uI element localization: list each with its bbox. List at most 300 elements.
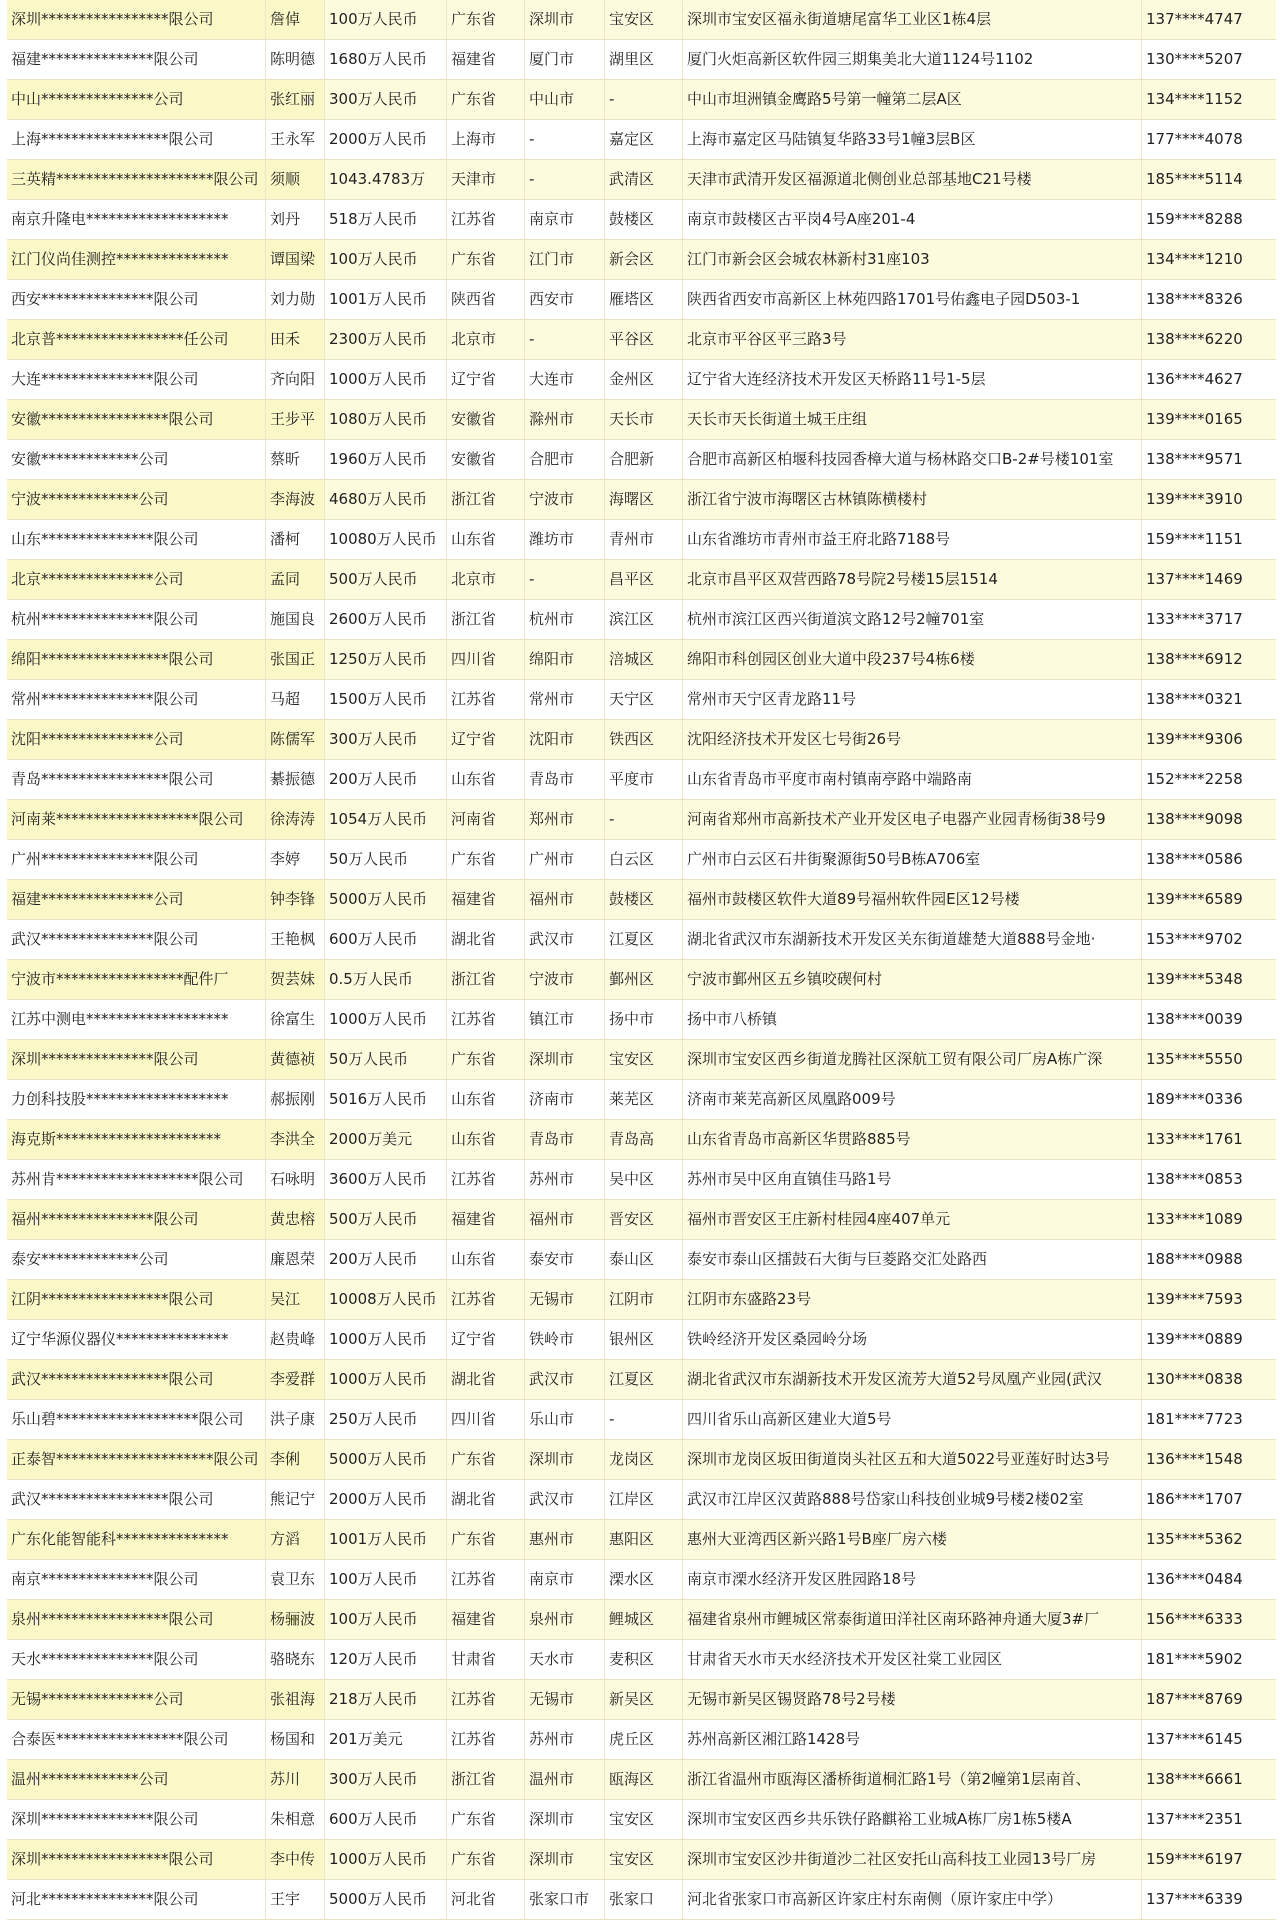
- district-cell: 海曙区: [605, 480, 683, 520]
- address-cell: 天津市武清开发区福源道北侧创业总部基地C21号楼: [683, 160, 1142, 200]
- contact-person-cell: 张红丽: [266, 80, 325, 120]
- table-row: [7, 920, 1276, 960]
- province-cell: 广东省: [447, 0, 525, 40]
- table-row: [7, 1720, 1276, 1760]
- city-cell: 深圳市: [525, 1440, 605, 1480]
- company-name-cell: 大连***************限公司: [7, 360, 266, 400]
- phone-cell: 138****0321: [1142, 680, 1277, 720]
- district-cell: 涪城区: [605, 640, 683, 680]
- table-row: [7, 1840, 1276, 1880]
- contact-person-cell: 熊记宁: [266, 1480, 325, 1520]
- table-row: [7, 0, 1276, 40]
- province-cell: 山东省: [447, 760, 525, 800]
- address-cell: 山东省青岛市平度市南村镇南亭路中端路南: [683, 760, 1142, 800]
- company-name-cell: 北京***************公司: [7, 560, 266, 600]
- contact-person-cell: 吴江: [266, 1280, 325, 1320]
- registered-capital-cell: 1000万人民币: [325, 1360, 447, 1400]
- province-cell: 四川省: [447, 640, 525, 680]
- district-cell: -: [605, 800, 683, 840]
- company-name-cell: 安徽*************公司: [7, 440, 266, 480]
- province-cell: 湖北省: [447, 1360, 525, 1400]
- registered-capital-cell: 2000万人民币: [325, 1480, 447, 1520]
- province-cell: 辽宁省: [447, 360, 525, 400]
- table-row: [7, 80, 1276, 120]
- province-cell: 广东省: [447, 1840, 525, 1880]
- address-cell: 陕西省西安市高新区上林苑四路1701号佑鑫电子园D503-1: [683, 280, 1142, 320]
- registered-capital-cell: 100万人民币: [325, 1600, 447, 1640]
- table-row: [7, 1200, 1276, 1240]
- table-row: [7, 40, 1276, 80]
- registered-capital-cell: 500万人民币: [325, 560, 447, 600]
- phone-cell: 185****5114: [1142, 160, 1277, 200]
- address-cell: 河南省郑州市高新技术产业开发区电子电器产业园青杨街38号9: [683, 800, 1142, 840]
- table-row: [7, 1320, 1276, 1360]
- contact-person-cell: 廉恩荣: [266, 1240, 325, 1280]
- contact-person-cell: 綦振德: [266, 760, 325, 800]
- province-cell: 上海市: [447, 120, 525, 160]
- contact-person-cell: 贺芸妹: [266, 960, 325, 1000]
- company-name-cell: 上海*****************限公司: [7, 120, 266, 160]
- city-cell: 苏州市: [525, 1720, 605, 1760]
- phone-cell: 187****8769: [1142, 1680, 1277, 1720]
- address-cell: 广州市白云区石井街聚源街50号B栋A706室: [683, 840, 1142, 880]
- phone-cell: 139****3910: [1142, 480, 1277, 520]
- province-cell: 福建省: [447, 880, 525, 920]
- address-cell: 上海市嘉定区马陆镇复华路33号1幢3层B区: [683, 120, 1142, 160]
- district-cell: 新吴区: [605, 1680, 683, 1720]
- address-cell: 湖北省武汉市东湖新技术开发区流芳大道52号凤凰产业园(武汉: [683, 1360, 1142, 1400]
- company-table: [7, 0, 1276, 1920]
- table-row: [7, 200, 1276, 240]
- district-cell: -: [605, 80, 683, 120]
- registered-capital-cell: 300万人民币: [325, 720, 447, 760]
- contact-person-cell: 李中传: [266, 1840, 325, 1880]
- district-cell: 溧水区: [605, 1560, 683, 1600]
- address-cell: 绵阳市科创园区创业大道中段237号4栋6楼: [683, 640, 1142, 680]
- city-cell: 温州市: [525, 1760, 605, 1800]
- province-cell: 江苏省: [447, 1560, 525, 1600]
- district-cell: 鄞州区: [605, 960, 683, 1000]
- province-cell: 湖北省: [447, 1480, 525, 1520]
- company-name-cell: 中山***************公司: [7, 80, 266, 120]
- registered-capital-cell: 218万人民币: [325, 1680, 447, 1720]
- company-name-cell: 山东***************限公司: [7, 520, 266, 560]
- table-row: [7, 520, 1276, 560]
- address-cell: 福州市晋安区王庄新村桂园4座407单元: [683, 1200, 1142, 1240]
- contact-person-cell: 田禾: [266, 320, 325, 360]
- table-row: [7, 120, 1276, 160]
- city-cell: 福州市: [525, 1200, 605, 1240]
- district-cell: 平度市: [605, 760, 683, 800]
- city-cell: 乐山市: [525, 1400, 605, 1440]
- district-cell: 宝安区: [605, 0, 683, 40]
- province-cell: 北京市: [447, 320, 525, 360]
- address-cell: 合肥市高新区柏堰科技园香樟大道与杨林路交口B-2#号楼101室: [683, 440, 1142, 480]
- city-cell: 杭州市: [525, 600, 605, 640]
- district-cell: 金州区: [605, 360, 683, 400]
- district-cell: 青州市: [605, 520, 683, 560]
- company-name-cell: 河南莱*******************限公司: [7, 800, 266, 840]
- phone-cell: 159****6197: [1142, 1840, 1277, 1880]
- phone-cell: 137****4747: [1142, 0, 1277, 40]
- table-row: [7, 1080, 1276, 1120]
- district-cell: 武清区: [605, 160, 683, 200]
- phone-cell: 133****1089: [1142, 1200, 1277, 1240]
- company-name-cell: 青岛*****************限公司: [7, 760, 266, 800]
- district-cell: 扬中市: [605, 1000, 683, 1040]
- district-cell: -: [605, 1400, 683, 1440]
- province-cell: 辽宁省: [447, 1320, 525, 1360]
- address-cell: 扬中市八桥镇: [683, 1000, 1142, 1040]
- table-row: [7, 960, 1276, 1000]
- province-cell: 河北省: [447, 1880, 525, 1920]
- phone-cell: 138****6220: [1142, 320, 1277, 360]
- company-name-cell: 西安***************限公司: [7, 280, 266, 320]
- company-name-cell: 河北***************限公司: [7, 1880, 266, 1920]
- address-cell: 厦门火炬高新区软件园三期集美北大道1124号1102: [683, 40, 1142, 80]
- registered-capital-cell: 1250万人民币: [325, 640, 447, 680]
- address-cell: 杭州市滨江区西兴街道滨文路12号2幢701室: [683, 600, 1142, 640]
- contact-person-cell: 潘柯: [266, 520, 325, 560]
- address-cell: 天长市天长街道土城王庄组: [683, 400, 1142, 440]
- phone-cell: 139****6589: [1142, 880, 1277, 920]
- district-cell: 江阴市: [605, 1280, 683, 1320]
- province-cell: 福建省: [447, 40, 525, 80]
- city-cell: 惠州市: [525, 1520, 605, 1560]
- phone-cell: 138****9571: [1142, 440, 1277, 480]
- province-cell: 江苏省: [447, 1720, 525, 1760]
- city-cell: 深圳市: [525, 1840, 605, 1880]
- district-cell: 惠阳区: [605, 1520, 683, 1560]
- table-row: [7, 760, 1276, 800]
- city-cell: -: [525, 320, 605, 360]
- table-row: [7, 1480, 1276, 1520]
- contact-person-cell: 詹倬: [266, 0, 325, 40]
- table-row: [7, 480, 1276, 520]
- province-cell: 福建省: [447, 1600, 525, 1640]
- company-name-cell: 温州*************公司: [7, 1760, 266, 1800]
- city-cell: 滁州市: [525, 400, 605, 440]
- address-cell: 湖北省武汉市东湖新技术开发区关东街道雄楚大道888号金地·: [683, 920, 1142, 960]
- province-cell: 江苏省: [447, 200, 525, 240]
- address-cell: 泰安市泰山区擂鼓石大街与巨菱路交汇处路西: [683, 1240, 1142, 1280]
- company-name-cell: 深圳*****************限公司: [7, 0, 266, 40]
- company-name-cell: 海克斯**********************: [7, 1120, 266, 1160]
- address-cell: 沈阳经济技术开发区七号街26号: [683, 720, 1142, 760]
- table-row: [7, 360, 1276, 400]
- table-row: [7, 1800, 1276, 1840]
- table-row: [7, 800, 1276, 840]
- district-cell: 平谷区: [605, 320, 683, 360]
- company-name-cell: 辽宁华源仪器仪***************: [7, 1320, 266, 1360]
- phone-cell: 137****2351: [1142, 1800, 1277, 1840]
- province-cell: 江苏省: [447, 1280, 525, 1320]
- district-cell: 白云区: [605, 840, 683, 880]
- registered-capital-cell: 1960万人民币: [325, 440, 447, 480]
- company-name-cell: 深圳***************限公司: [7, 1040, 266, 1080]
- city-cell: -: [525, 560, 605, 600]
- district-cell: 天宁区: [605, 680, 683, 720]
- company-name-cell: 力创科技股*******************: [7, 1080, 266, 1120]
- table-row: [7, 880, 1276, 920]
- contact-person-cell: 洪子康: [266, 1400, 325, 1440]
- address-cell: 常州市天宁区青龙路11号: [683, 680, 1142, 720]
- phone-cell: 138****0853: [1142, 1160, 1277, 1200]
- province-cell: 湖北省: [447, 920, 525, 960]
- company-name-cell: 武汉*****************限公司: [7, 1360, 266, 1400]
- phone-cell: 130****5207: [1142, 40, 1277, 80]
- city-cell: 潍坊市: [525, 520, 605, 560]
- phone-cell: 138****0586: [1142, 840, 1277, 880]
- province-cell: 辽宁省: [447, 720, 525, 760]
- province-cell: 广东省: [447, 1040, 525, 1080]
- registered-capital-cell: 1043.4783万: [325, 160, 447, 200]
- registered-capital-cell: 5000万人民币: [325, 1440, 447, 1480]
- province-cell: 安徽省: [447, 440, 525, 480]
- city-cell: 武汉市: [525, 1360, 605, 1400]
- contact-person-cell: 谭国梁: [266, 240, 325, 280]
- table-row: [7, 1120, 1276, 1160]
- contact-person-cell: 徐富生: [266, 1000, 325, 1040]
- city-cell: 青岛市: [525, 1120, 605, 1160]
- table-row: [7, 1640, 1276, 1680]
- province-cell: 江苏省: [447, 1000, 525, 1040]
- address-cell: 无锡市新吴区锡贤路78号2号楼: [683, 1680, 1142, 1720]
- district-cell: 莱芜区: [605, 1080, 683, 1120]
- phone-cell: 135****5550: [1142, 1040, 1277, 1080]
- company-name-cell: 广州***************限公司: [7, 840, 266, 880]
- registered-capital-cell: 1000万人民币: [325, 360, 447, 400]
- address-cell: 辽宁省大连经济技术开发区天桥路11号1-5层: [683, 360, 1142, 400]
- contact-person-cell: 杨国和: [266, 1720, 325, 1760]
- phone-cell: 152****2258: [1142, 760, 1277, 800]
- table-row: [7, 840, 1276, 880]
- district-cell: 江岸区: [605, 1480, 683, 1520]
- phone-cell: 156****6333: [1142, 1600, 1277, 1640]
- phone-cell: 139****7593: [1142, 1280, 1277, 1320]
- company-name-cell: 江门仪尚佳测控***************: [7, 240, 266, 280]
- contact-person-cell: 袁卫东: [266, 1560, 325, 1600]
- phone-cell: 134****1210: [1142, 240, 1277, 280]
- contact-person-cell: 石咏明: [266, 1160, 325, 1200]
- contact-person-cell: 王步平: [266, 400, 325, 440]
- company-name-cell: 合泰医*****************限公司: [7, 1720, 266, 1760]
- province-cell: 江苏省: [447, 1680, 525, 1720]
- company-name-cell: 宁波市*****************配件厂: [7, 960, 266, 1000]
- city-cell: 深圳市: [525, 1040, 605, 1080]
- company-name-cell: 福州***************限公司: [7, 1200, 266, 1240]
- province-cell: 四川省: [447, 1400, 525, 1440]
- address-cell: 苏州高新区湘江路1428号: [683, 1720, 1142, 1760]
- district-cell: 麦积区: [605, 1640, 683, 1680]
- district-cell: 鲤城区: [605, 1600, 683, 1640]
- registered-capital-cell: 1000万人民币: [325, 1840, 447, 1880]
- registered-capital-cell: 0.5万人民币: [325, 960, 447, 1000]
- address-cell: 惠州大亚湾西区新兴路1号B座厂房六楼: [683, 1520, 1142, 1560]
- contact-person-cell: 苏川: [266, 1760, 325, 1800]
- phone-cell: 139****9306: [1142, 720, 1277, 760]
- province-cell: 浙江省: [447, 600, 525, 640]
- province-cell: 甘肃省: [447, 1640, 525, 1680]
- company-table-body: [7, 0, 1276, 1920]
- city-cell: 绵阳市: [525, 640, 605, 680]
- address-cell: 浙江省温州市瓯海区潘桥街道桐汇路1号（第2幢第1层南首、: [683, 1760, 1142, 1800]
- contact-person-cell: 须顺: [266, 160, 325, 200]
- registered-capital-cell: 600万人民币: [325, 1800, 447, 1840]
- phone-cell: 139****0889: [1142, 1320, 1277, 1360]
- city-cell: 武汉市: [525, 920, 605, 960]
- province-cell: 山东省: [447, 1080, 525, 1120]
- contact-person-cell: 黄德祯: [266, 1040, 325, 1080]
- company-name-cell: 泉州*****************限公司: [7, 1600, 266, 1640]
- city-cell: 郑州市: [525, 800, 605, 840]
- district-cell: 鼓楼区: [605, 200, 683, 240]
- address-cell: 南京市鼓楼区古平岗4号A座201-4: [683, 200, 1142, 240]
- table-row: [7, 280, 1276, 320]
- table-row: [7, 560, 1276, 600]
- registered-capital-cell: 10008万人民币: [325, 1280, 447, 1320]
- city-cell: 南京市: [525, 200, 605, 240]
- contact-person-cell: 施国良: [266, 600, 325, 640]
- phone-cell: 189****0336: [1142, 1080, 1277, 1120]
- contact-person-cell: 朱相意: [266, 1800, 325, 1840]
- address-cell: 北京市昌平区双营西路78号院2号楼15层1514: [683, 560, 1142, 600]
- table-row: [7, 1040, 1276, 1080]
- contact-person-cell: 郝振刚: [266, 1080, 325, 1120]
- contact-person-cell: 张国正: [266, 640, 325, 680]
- table-row: [7, 1000, 1276, 1040]
- registered-capital-cell: 100万人民币: [325, 1560, 447, 1600]
- registered-capital-cell: 200万人民币: [325, 1240, 447, 1280]
- province-cell: 陕西省: [447, 280, 525, 320]
- city-cell: 泰安市: [525, 1240, 605, 1280]
- address-cell: 浙江省宁波市海曙区古林镇陈横楼村: [683, 480, 1142, 520]
- district-cell: 江夏区: [605, 920, 683, 960]
- contact-person-cell: 黄忠榕: [266, 1200, 325, 1240]
- table-row: [7, 400, 1276, 440]
- city-cell: 无锡市: [525, 1680, 605, 1720]
- district-cell: 宝安区: [605, 1840, 683, 1880]
- city-cell: 武汉市: [525, 1480, 605, 1520]
- phone-cell: 177****4078: [1142, 120, 1277, 160]
- phone-cell: 138****0039: [1142, 1000, 1277, 1040]
- contact-person-cell: 骆晓东: [266, 1640, 325, 1680]
- district-cell: 江夏区: [605, 1360, 683, 1400]
- contact-person-cell: 齐向阳: [266, 360, 325, 400]
- address-cell: 江阴市东盛路23号: [683, 1280, 1142, 1320]
- registered-capital-cell: 5000万人民币: [325, 880, 447, 920]
- city-cell: 镇江市: [525, 1000, 605, 1040]
- table-row: [7, 640, 1276, 680]
- table-row: [7, 1560, 1276, 1600]
- phone-cell: 159****1151: [1142, 520, 1277, 560]
- province-cell: 山东省: [447, 1120, 525, 1160]
- company-name-cell: 正泰智*********************限公司: [7, 1440, 266, 1480]
- address-cell: 山东省青岛市高新区华贯路885号: [683, 1120, 1142, 1160]
- table-row: [7, 680, 1276, 720]
- address-cell: 南京市溧水经济开发区胜园路18号: [683, 1560, 1142, 1600]
- contact-person-cell: 张祖海: [266, 1680, 325, 1720]
- company-name-cell: 广东化能智能科***************: [7, 1520, 266, 1560]
- contact-person-cell: 孟同: [266, 560, 325, 600]
- company-name-cell: 杭州***************限公司: [7, 600, 266, 640]
- phone-cell: 139****5348: [1142, 960, 1277, 1000]
- contact-person-cell: 刘丹: [266, 200, 325, 240]
- table-row: [7, 440, 1276, 480]
- contact-person-cell: 王宇: [266, 1880, 325, 1920]
- district-cell: 银州区: [605, 1320, 683, 1360]
- company-name-cell: 江苏中测电*******************: [7, 1000, 266, 1040]
- district-cell: 张家口: [605, 1880, 683, 1920]
- phone-cell: 138****9098: [1142, 800, 1277, 840]
- address-cell: 武汉市江岸区汉黄路888号岱家山科技创业城9号楼2楼02室: [683, 1480, 1142, 1520]
- city-cell: 天水市: [525, 1640, 605, 1680]
- city-cell: 宁波市: [525, 480, 605, 520]
- company-name-cell: 南京升隆电*******************: [7, 200, 266, 240]
- contact-person-cell: 方滔: [266, 1520, 325, 1560]
- province-cell: 广东省: [447, 1800, 525, 1840]
- city-cell: 江门市: [525, 240, 605, 280]
- phone-cell: 181****7723: [1142, 1400, 1277, 1440]
- city-cell: 铁岭市: [525, 1320, 605, 1360]
- city-cell: 无锡市: [525, 1280, 605, 1320]
- phone-cell: 186****1707: [1142, 1480, 1277, 1520]
- registered-capital-cell: 600万人民币: [325, 920, 447, 960]
- city-cell: 常州市: [525, 680, 605, 720]
- phone-cell: 138****6661: [1142, 1760, 1277, 1800]
- phone-cell: 188****0988: [1142, 1240, 1277, 1280]
- registered-capital-cell: 1001万人民币: [325, 280, 447, 320]
- district-cell: 龙岗区: [605, 1440, 683, 1480]
- table-row: [7, 160, 1276, 200]
- contact-person-cell: 徐涛涛: [266, 800, 325, 840]
- registered-capital-cell: 2300万人民币: [325, 320, 447, 360]
- address-cell: 苏州市吴中区甪直镇佳马路1号: [683, 1160, 1142, 1200]
- table-row: [7, 1400, 1276, 1440]
- table-row: [7, 600, 1276, 640]
- phone-cell: 136****1548: [1142, 1440, 1277, 1480]
- company-name-cell: 北京普*****************任公司: [7, 320, 266, 360]
- phone-cell: 135****5362: [1142, 1520, 1277, 1560]
- registered-capital-cell: 201万美元: [325, 1720, 447, 1760]
- city-cell: 沈阳市: [525, 720, 605, 760]
- address-cell: 深圳市宝安区西乡共乐铁仔路麒裕工业城A栋厂房1栋5楼A: [683, 1800, 1142, 1840]
- company-name-cell: 福建***************公司: [7, 880, 266, 920]
- city-cell: 大连市: [525, 360, 605, 400]
- phone-cell: 136****0484: [1142, 1560, 1277, 1600]
- address-cell: 江门市新会区会城农林新村31座103: [683, 240, 1142, 280]
- contact-person-cell: 李俐: [266, 1440, 325, 1480]
- company-table-sheet: [7, 0, 1275, 1920]
- phone-cell: 133****1761: [1142, 1120, 1277, 1160]
- company-name-cell: 无锡***************公司: [7, 1680, 266, 1720]
- district-cell: 泰山区: [605, 1240, 683, 1280]
- company-name-cell: 福建***************限公司: [7, 40, 266, 80]
- province-cell: 北京市: [447, 560, 525, 600]
- phone-cell: 130****0838: [1142, 1360, 1277, 1400]
- city-cell: 济南市: [525, 1080, 605, 1120]
- contact-person-cell: 陈儒军: [266, 720, 325, 760]
- contact-person-cell: 赵贵峰: [266, 1320, 325, 1360]
- district-cell: 嘉定区: [605, 120, 683, 160]
- address-cell: 铁岭经济开发区桑园岭分场: [683, 1320, 1142, 1360]
- table-row: [7, 1680, 1276, 1720]
- district-cell: 滨江区: [605, 600, 683, 640]
- city-cell: 泉州市: [525, 1600, 605, 1640]
- address-cell: 福建省泉州市鲤城区常泰街道田洋社区南环路神舟通大厦3#厂: [683, 1600, 1142, 1640]
- district-cell: 鼓楼区: [605, 880, 683, 920]
- city-cell: 福州市: [525, 880, 605, 920]
